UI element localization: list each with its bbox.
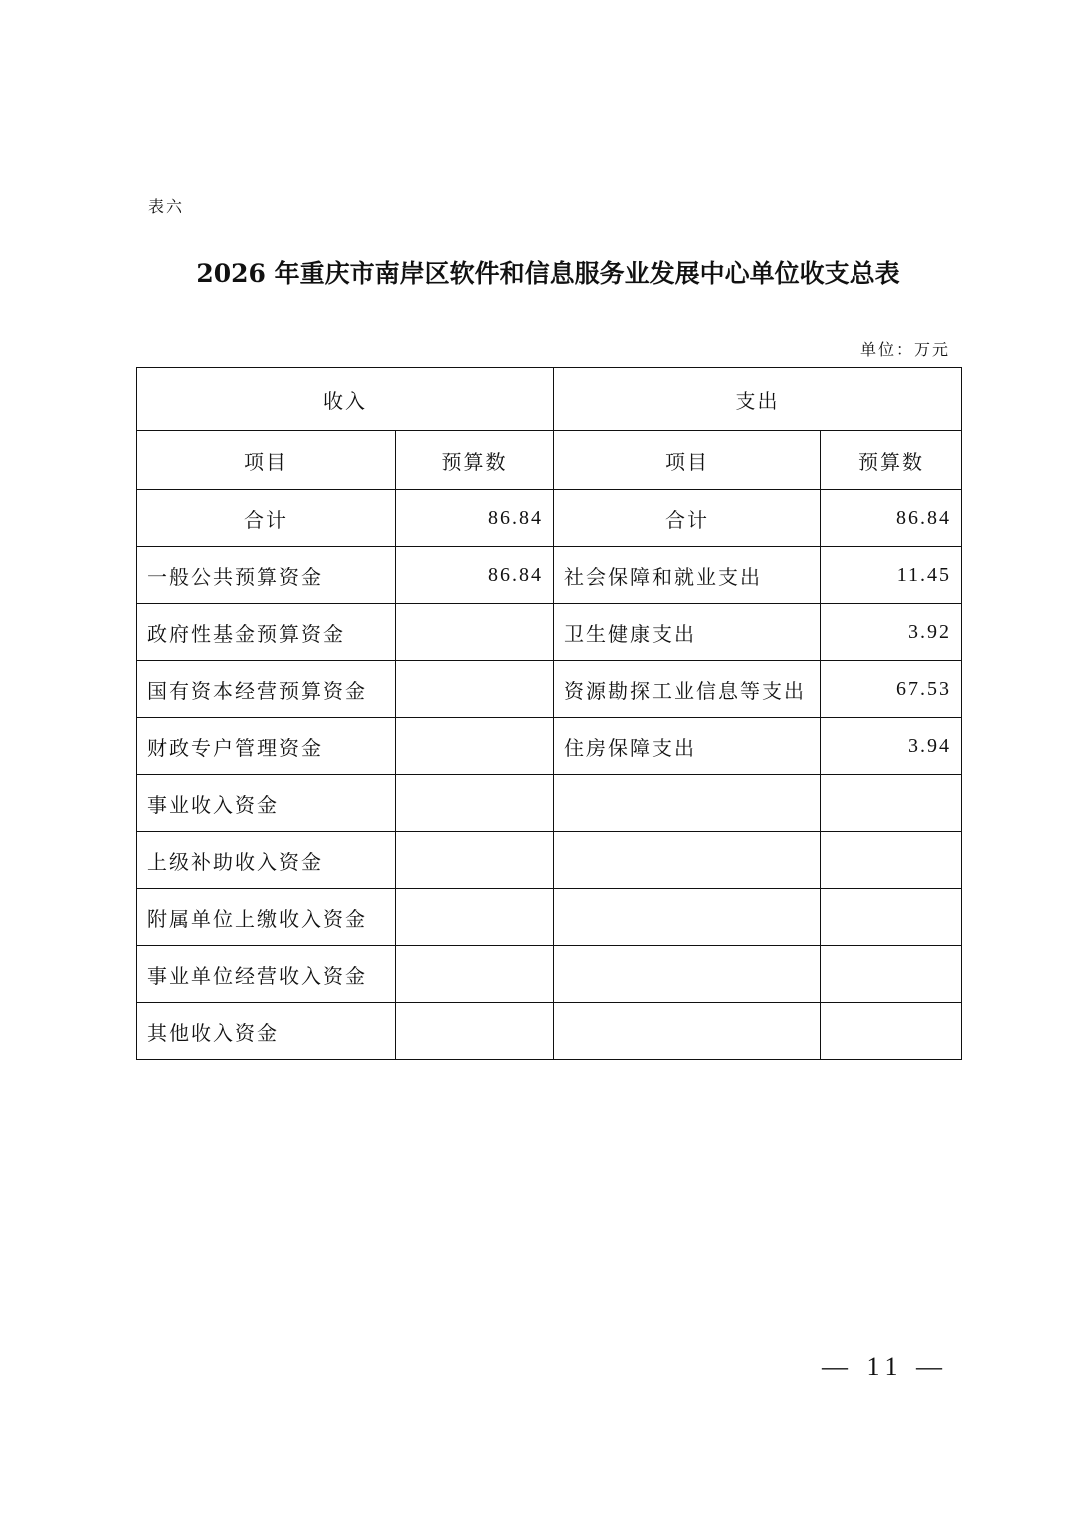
income-value: 86.84	[396, 547, 554, 604]
income-total-label: 合计	[137, 490, 396, 547]
table-row	[137, 775, 962, 832]
income-total-value: 86.84	[396, 490, 554, 547]
table-row	[137, 547, 962, 604]
expense-item	[554, 832, 821, 889]
table-row	[137, 604, 962, 661]
income-item: 一般公共预算资金	[137, 547, 396, 604]
unit-note: 单位：万元	[859, 340, 950, 359]
expense-value: 3.92	[821, 604, 962, 661]
income-item: 国有资本经营预算资金	[137, 661, 396, 718]
expense-item: 住房保障支出	[554, 718, 821, 775]
expense-value	[821, 832, 962, 889]
expense-budget-header: 预算数	[821, 431, 962, 490]
expense-total-value: 86.84	[821, 490, 962, 547]
table-column-header	[137, 431, 962, 490]
income-item: 事业收入资金	[137, 775, 396, 832]
expense-item	[554, 946, 821, 1003]
income-item: 附属单位上缴收入资金	[137, 889, 396, 946]
expense-item: 资源勘探工业信息等支出	[554, 661, 821, 718]
income-item: 上级补助收入资金	[137, 832, 396, 889]
table-label: 表六	[148, 197, 185, 216]
income-value	[396, 604, 554, 661]
income-header: 收入	[137, 368, 554, 431]
expense-value	[821, 1003, 962, 1060]
expense-value: 67.53	[821, 661, 962, 718]
income-item-header: 项目	[137, 431, 396, 490]
income-budget-header: 预算数	[396, 431, 554, 490]
expense-item: 社会保障和就业支出	[554, 547, 821, 604]
expense-value	[821, 946, 962, 1003]
page-number: — 11 —	[822, 1352, 949, 1381]
table-group-header	[137, 368, 962, 431]
expense-item	[554, 775, 821, 832]
income-value	[396, 946, 554, 1003]
table-row	[137, 832, 962, 889]
expense-item	[554, 1003, 821, 1060]
expense-value	[821, 775, 962, 832]
table-row	[137, 661, 962, 718]
income-value	[396, 889, 554, 946]
expense-item-header: 项目	[554, 431, 821, 490]
expense-value: 3.94	[821, 718, 962, 775]
income-item: 其他收入资金	[137, 1003, 396, 1060]
table-row	[137, 946, 962, 1003]
income-value	[396, 718, 554, 775]
expense-item: 卫生健康支出	[554, 604, 821, 661]
income-item: 事业单位经营收入资金	[137, 946, 396, 1003]
income-value	[396, 1003, 554, 1060]
document-title: 2026 年重庆市南岸区软件和信息服务业发展中心单位收支总表	[196, 259, 900, 288]
table-row	[137, 718, 962, 775]
table-row	[137, 889, 962, 946]
expense-header: 支出	[554, 368, 962, 431]
budget-summary-table	[136, 367, 962, 1060]
income-item: 财政专户管理资金	[137, 718, 396, 775]
total-row	[137, 490, 962, 547]
expense-value: 11.45	[821, 547, 962, 604]
expense-value	[821, 889, 962, 946]
table-row	[137, 1003, 962, 1060]
expense-item	[554, 889, 821, 946]
income-value	[396, 832, 554, 889]
income-value	[396, 661, 554, 718]
income-item: 政府性基金预算资金	[137, 604, 396, 661]
expense-total-label: 合计	[554, 490, 821, 547]
income-value	[396, 775, 554, 832]
